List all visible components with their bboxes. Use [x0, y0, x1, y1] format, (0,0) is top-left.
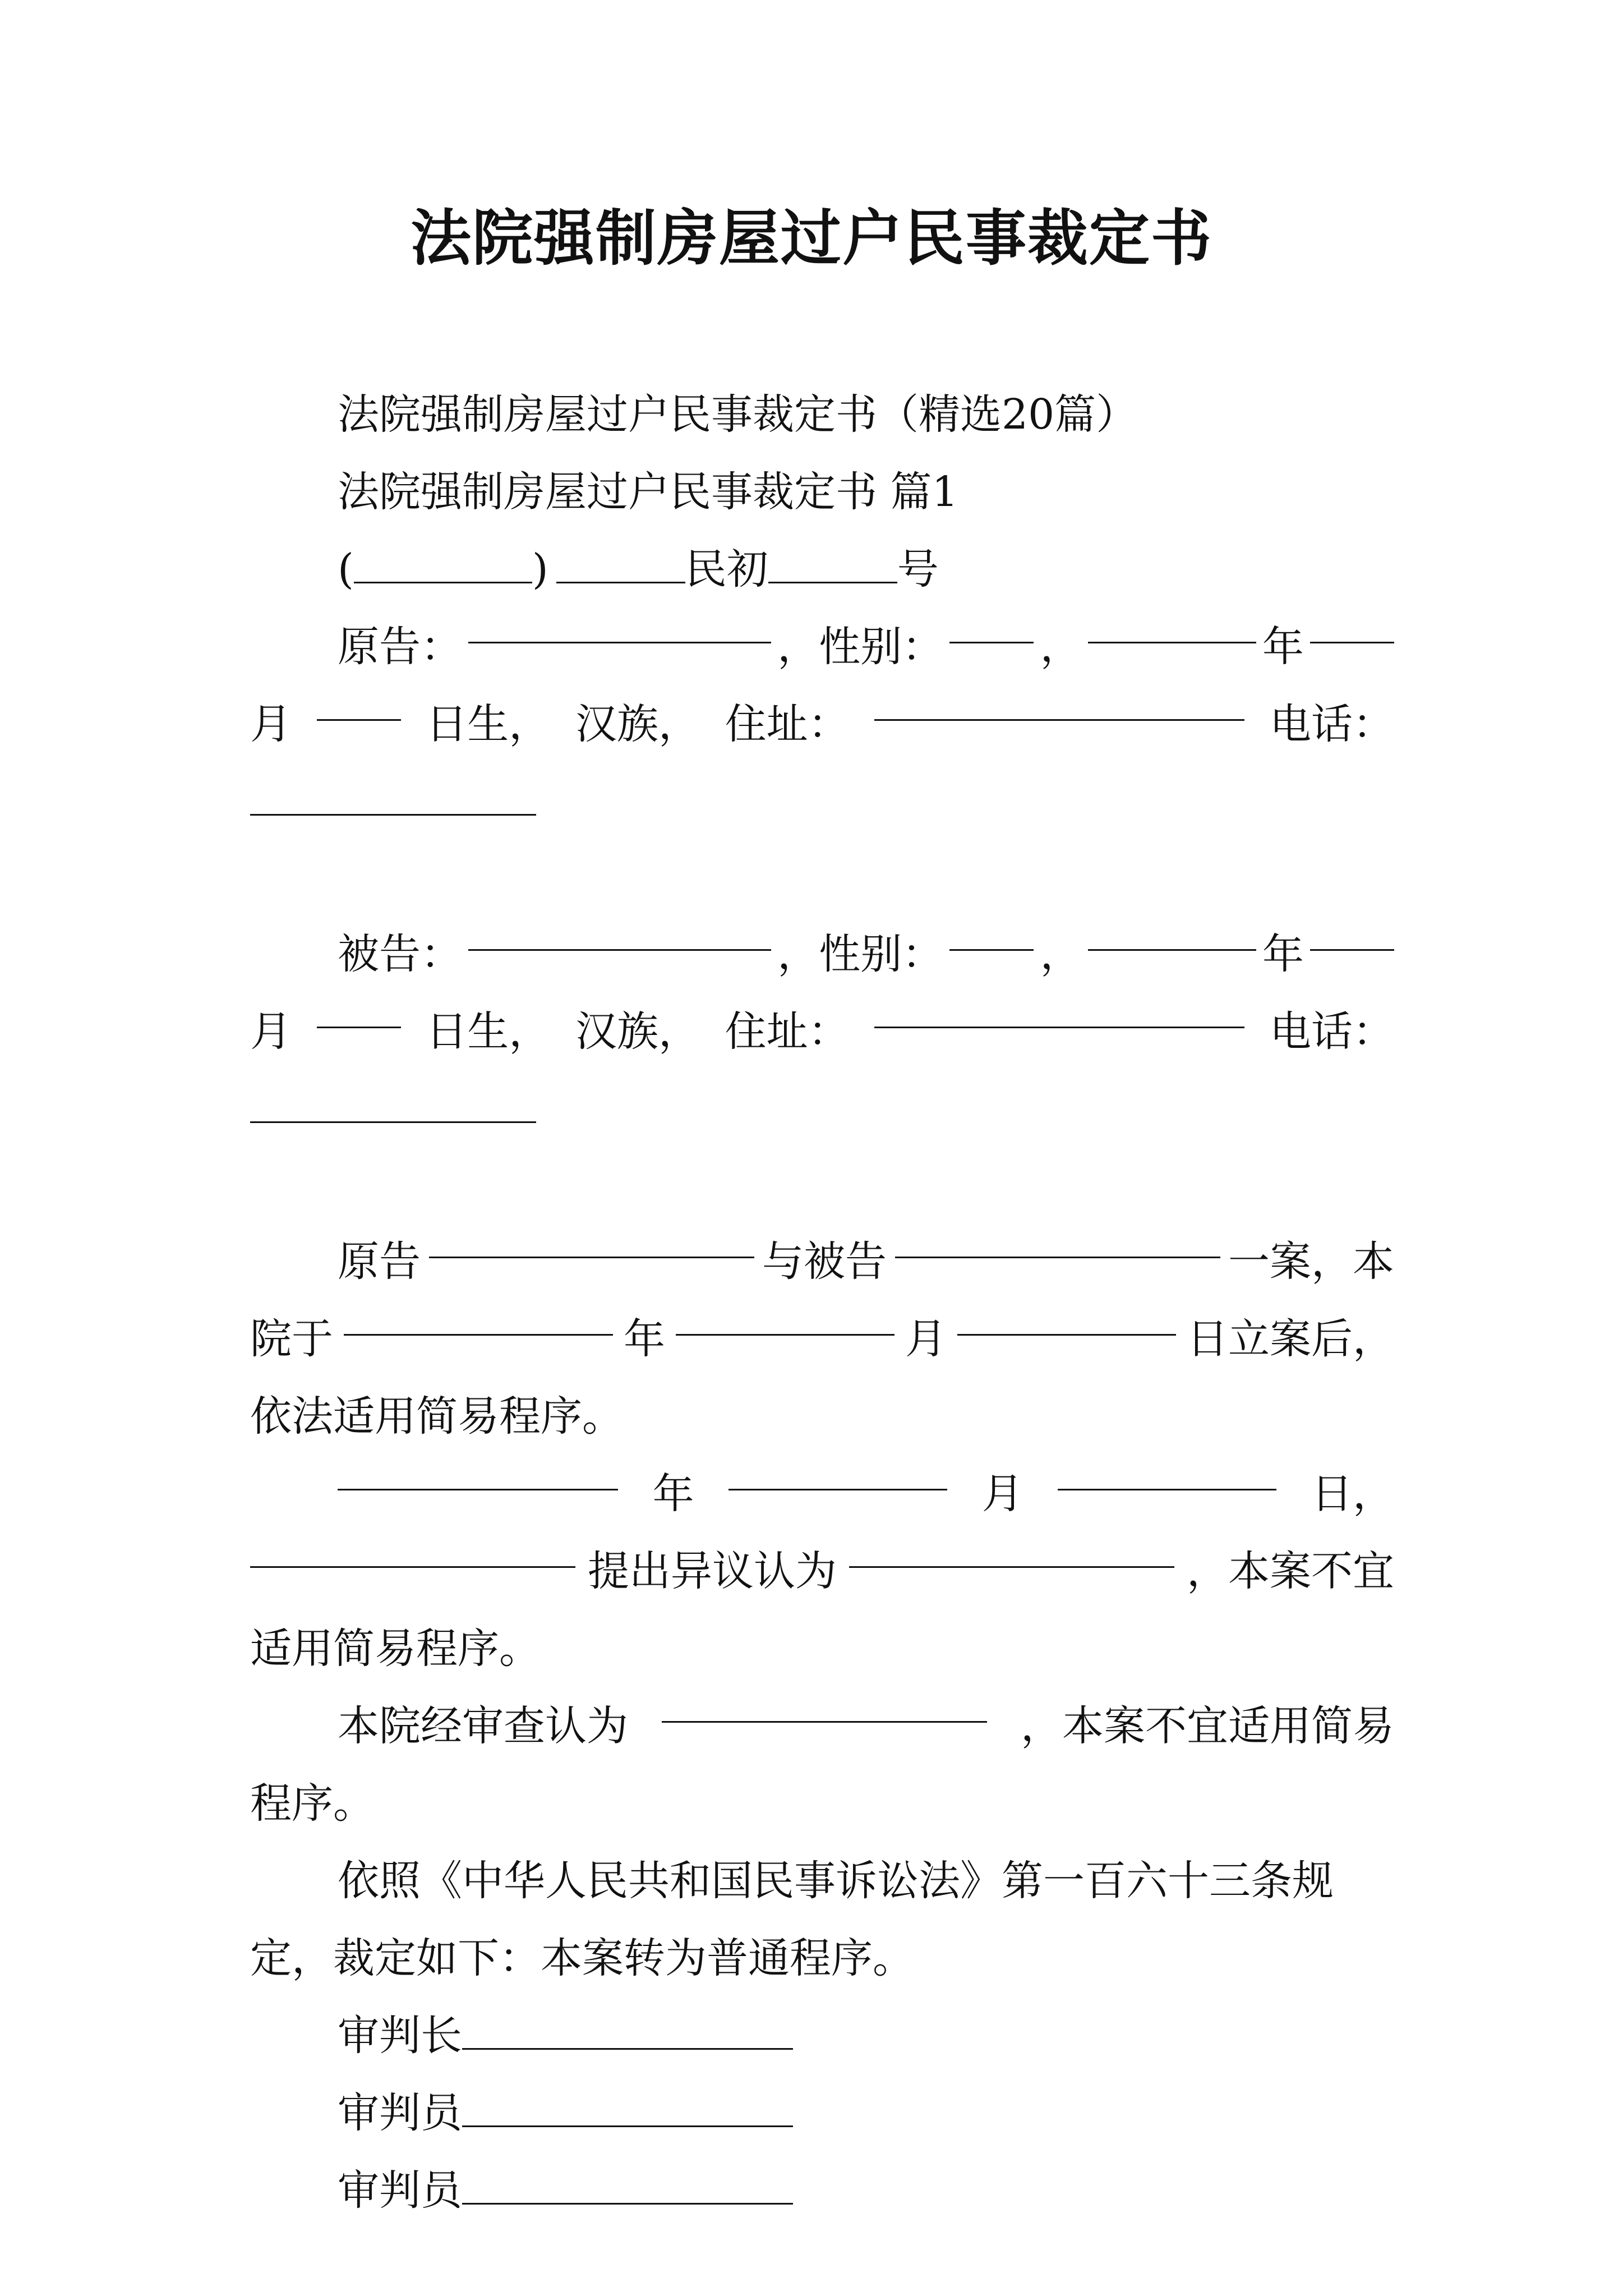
defendant-gender-blank: [949, 915, 1034, 951]
plaintiff-birth-year-blank: [1088, 608, 1256, 643]
case-serial-blank: [768, 548, 897, 583]
section-heading: 法院强制房屋过户民事裁定书 篇1: [338, 468, 958, 516]
signature-blank: [462, 2092, 793, 2127]
objection-month-blank: [728, 1455, 947, 1490]
defendant-address-blank: [874, 993, 1244, 1028]
signature-title: 审判员: [338, 2089, 462, 2137]
defendant-birth-day-blank: [317, 993, 401, 1028]
review-line-2: 程序。: [250, 1779, 375, 1828]
defendant-name-blank: [468, 915, 771, 951]
plaintiff-phone-blank: [250, 780, 536, 816]
defendant-day-born: 日生，: [426, 1007, 551, 1056]
defendant-year: 年: [1262, 930, 1304, 978]
defendant-gender-label: ，性别：: [777, 930, 944, 978]
signature-blank: [462, 2014, 793, 2050]
objection-line-1: [250, 1455, 1394, 1533]
objection-day-blank: [1058, 1455, 1276, 1490]
signature-chief-judge: [250, 1997, 1394, 2074]
plaintiff-paragraph: [250, 608, 1394, 840]
objection-month: 月: [981, 1470, 1023, 1518]
case-number-middle: 民初: [685, 545, 768, 593]
basis-line-2: 定，裁定如下：本案转为普通程序。: [250, 1934, 914, 1982]
case-line-1: [250, 1223, 1394, 1300]
case-with-defendant: 与被告: [762, 1237, 887, 1286]
basis-paragraph: [250, 1842, 1394, 1997]
case-filed: 日立案后，: [1187, 1315, 1394, 1363]
plaintiff-name-blank: [468, 608, 771, 643]
case-month-blank: [676, 1300, 895, 1336]
defendant-line-3: [250, 1070, 1394, 1148]
objection-year-blank: [338, 1455, 618, 1490]
objection-line-3: 适用简易程序。: [250, 1625, 541, 1673]
plaintiff-line-1: [250, 608, 1394, 685]
review-mid: ，本案不宜适用简易: [1021, 1702, 1394, 1750]
case-year-blank: [344, 1300, 613, 1336]
case-defendant-blank: [895, 1223, 1220, 1258]
case-day-blank: [957, 1300, 1176, 1336]
objection-not-suitable: ，本案不宜: [1187, 1547, 1394, 1595]
objection-day: 日，: [1311, 1470, 1394, 1518]
case-year: 年: [624, 1315, 665, 1363]
plaintiff-gender-label: ，性别：: [777, 623, 944, 671]
objection-reason-blank: [849, 1533, 1174, 1568]
defendant-ethnic: 汉族，: [575, 1007, 700, 1056]
plaintiff-address-label: 住址：: [725, 700, 850, 748]
defendant-birth-year-blank: [1088, 915, 1256, 951]
signature-title: 审判员: [338, 2166, 462, 2215]
court-code-blank: [556, 548, 685, 583]
plaintiff-phone-label: 电话：: [1269, 700, 1394, 748]
plaintiff-birth-day-blank: [317, 685, 401, 721]
case-plaintiff-word: 原告: [338, 1237, 421, 1286]
case-number-close-paren: ): [532, 545, 548, 593]
objection-party-blank: [250, 1533, 575, 1568]
objection-paragraph: [250, 1455, 1394, 1687]
defendant-address-label: 住址：: [725, 1007, 850, 1056]
case-one-case: 一案，本: [1228, 1237, 1394, 1286]
subtitle: 法院强制房屋过户民事裁定书（精选20篇）: [338, 390, 1138, 439]
signature-title: 审判长: [338, 2012, 462, 2060]
case-year-blank: [354, 548, 532, 583]
signature-judge-2: [250, 2152, 1394, 2229]
review-start: 本院经审查认为: [338, 1702, 628, 1750]
review-paragraph: [250, 1687, 1394, 1842]
plaintiff-ethnic: 汉族，: [575, 700, 700, 748]
review-reason-blank: [662, 1687, 987, 1723]
case-number-suffix: 号: [897, 545, 939, 593]
defendant-line-2: [250, 993, 1394, 1070]
case-month: 月: [905, 1315, 947, 1363]
plaintiff-address-blank: [874, 685, 1244, 721]
defendant-line-1: [250, 915, 1394, 993]
plaintiff-gender-blank: [949, 608, 1034, 643]
defendant-phone-blank: [250, 1088, 536, 1123]
review-line-1: [250, 1687, 1394, 1765]
basis-line-1: 依照《中华人民共和国民事诉讼法》第一百六十三条规: [338, 1857, 1334, 1905]
plaintiff-line-3: [250, 763, 1394, 840]
plaintiff-comma: ，: [1040, 623, 1082, 671]
case-line-2: [250, 1300, 1394, 1378]
signature-blank: [462, 2169, 793, 2205]
defendant-comma: ，: [1040, 930, 1082, 978]
defendant-birth-month-blank: [1310, 915, 1394, 951]
case-number-line: [250, 531, 1394, 608]
objection-raise: 提出异议认为: [588, 1547, 837, 1595]
defendant-paragraph: [250, 915, 1394, 1148]
defendant-label: 被告：: [338, 930, 462, 978]
case-plaintiff-blank: [429, 1223, 754, 1258]
plaintiff-month: 月: [250, 700, 292, 748]
signature-judge-1: [250, 2074, 1394, 2152]
case-paragraph: [250, 1223, 1394, 1455]
defendant-phone-label: 电话：: [1269, 1007, 1394, 1056]
defendant-month: 月: [250, 1007, 292, 1056]
objection-line-2: [250, 1533, 1394, 1610]
case-line-3: 依法适用简易程序。: [250, 1392, 624, 1441]
plaintiff-line-2: [250, 685, 1394, 763]
document-body: [250, 376, 1394, 2229]
plaintiff-year: 年: [1262, 623, 1304, 671]
case-court-on: 院于: [250, 1315, 333, 1363]
case-number-open-paren: (: [338, 545, 354, 593]
plaintiff-label: 原告：: [338, 623, 462, 671]
objection-year: 年: [652, 1470, 694, 1518]
plaintiff-birth-month-blank: [1310, 608, 1394, 643]
document-title: 法院强制房屋过户民事裁定书: [410, 203, 1212, 274]
plaintiff-day-born: 日生，: [426, 700, 551, 748]
